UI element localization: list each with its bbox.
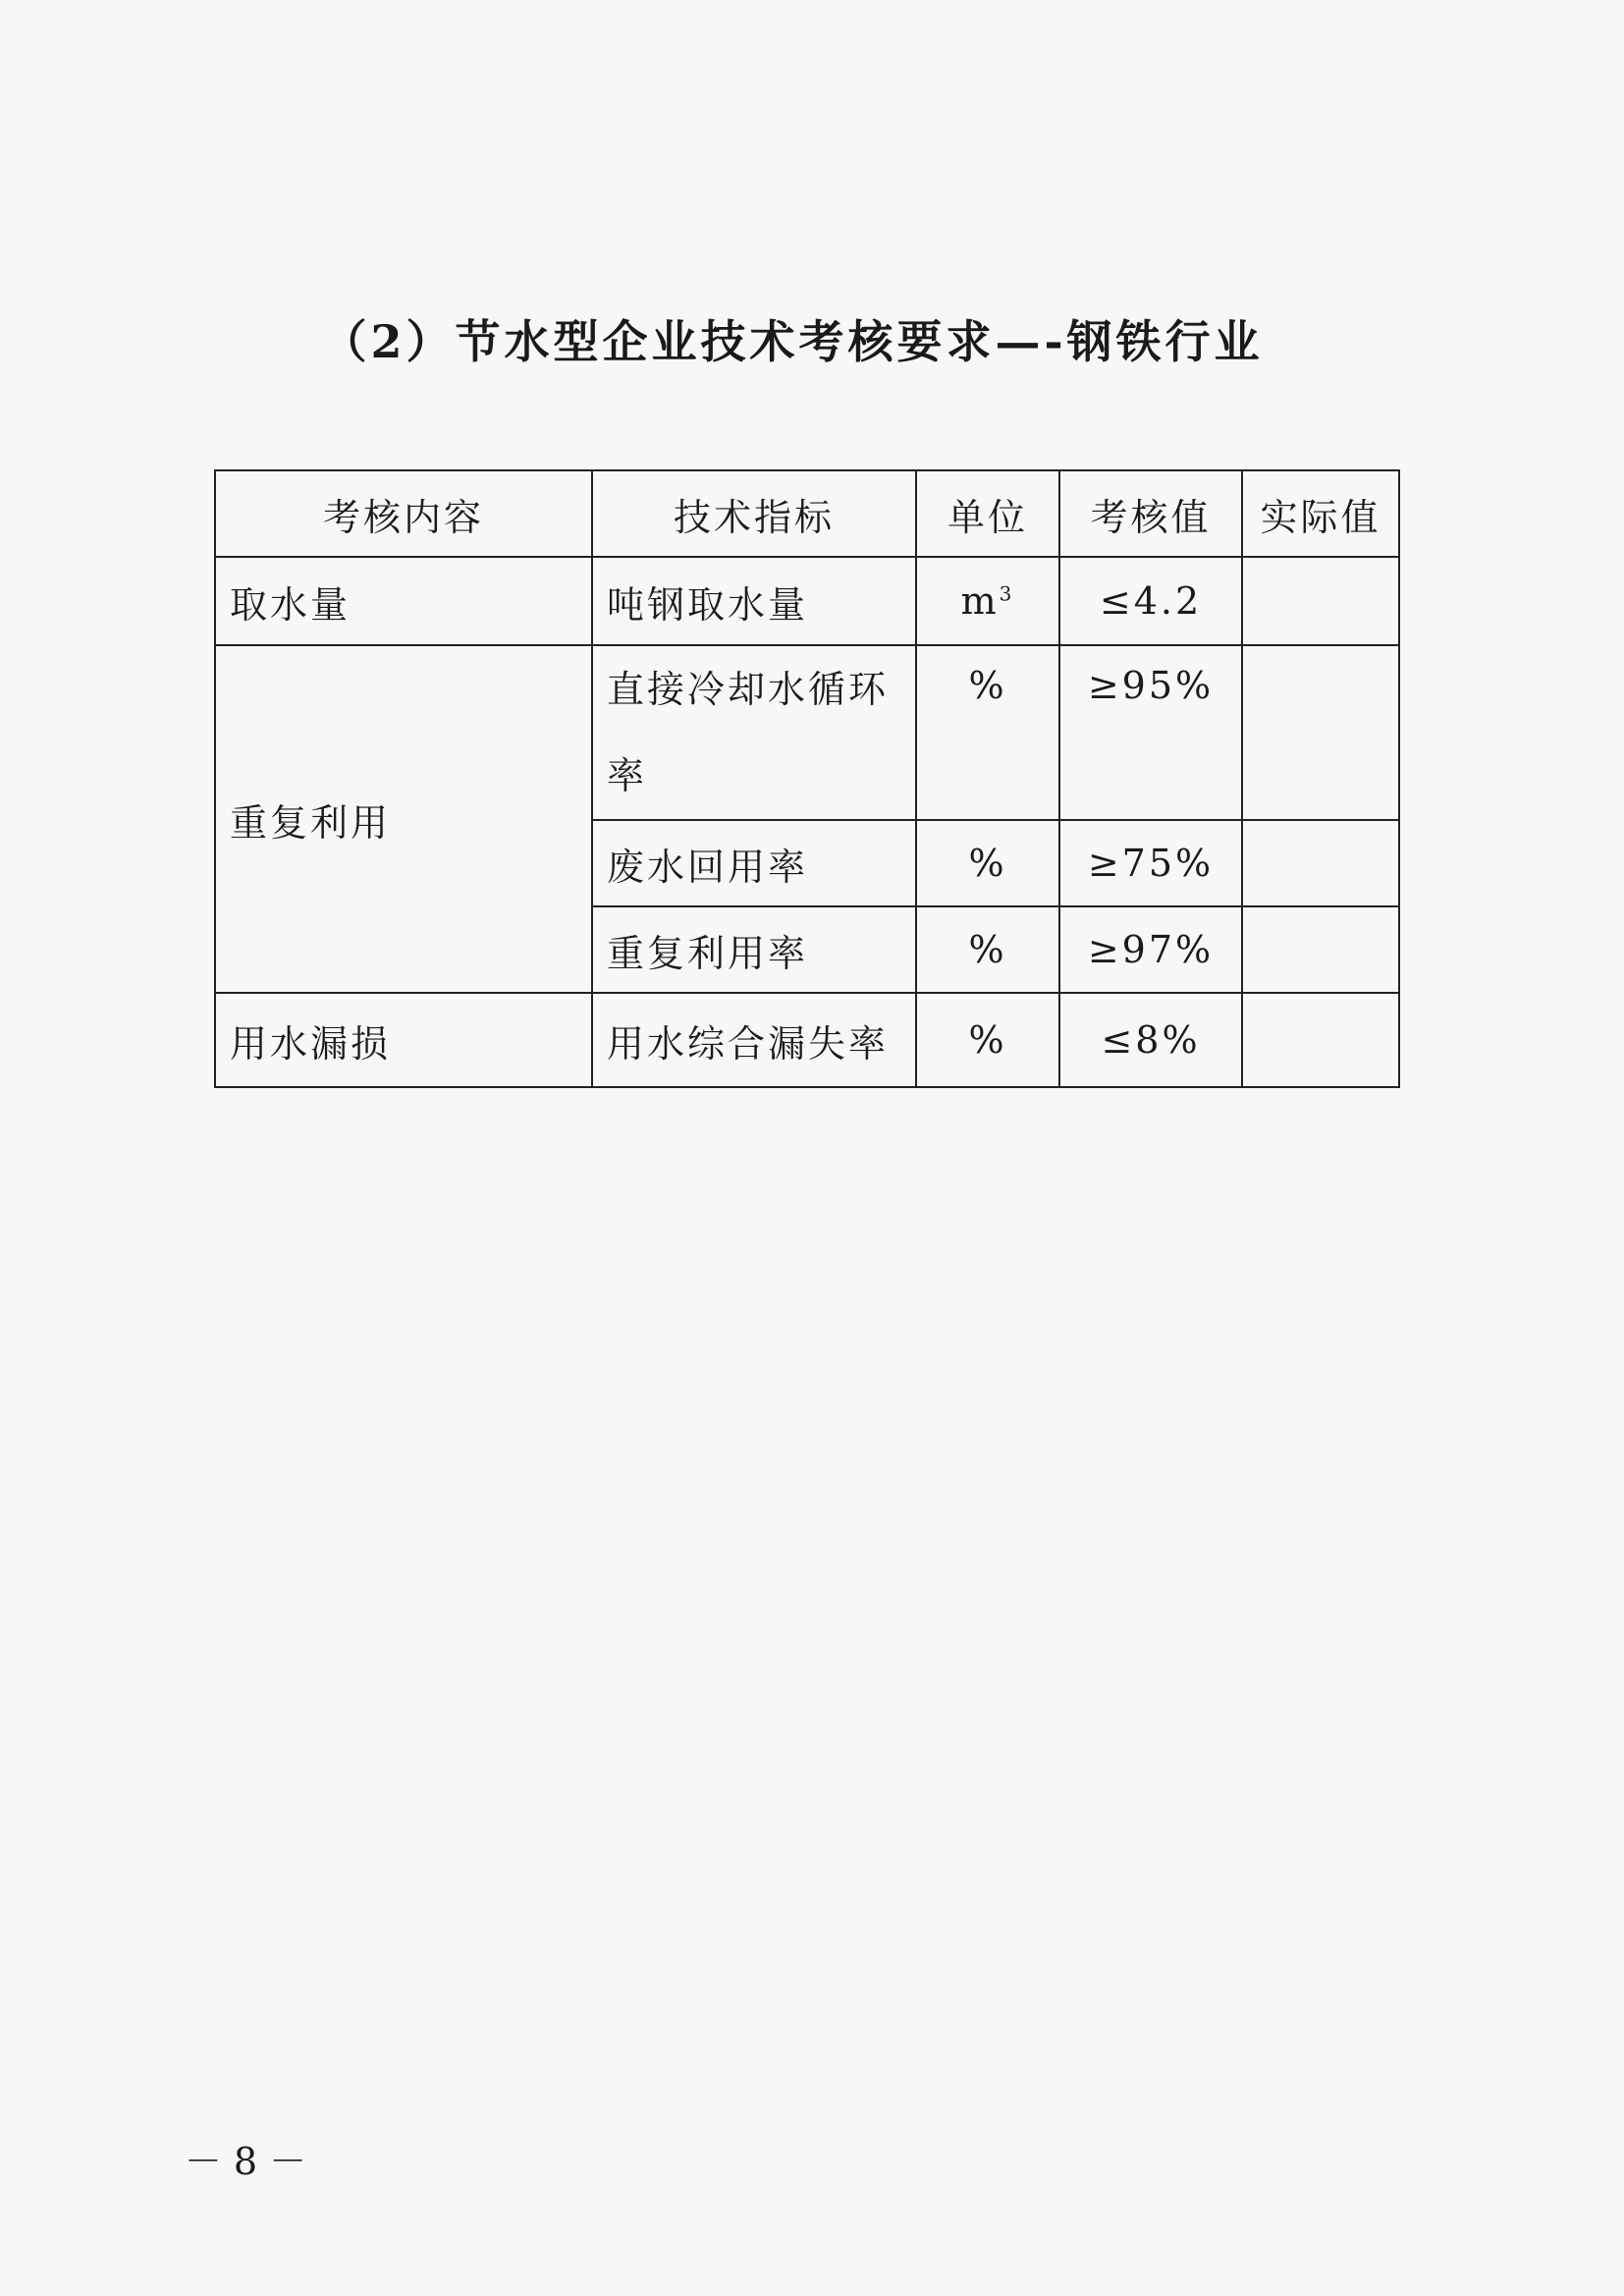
cell-indicator: 用水综合漏失率 bbox=[592, 993, 916, 1087]
cell-value: ≥97% bbox=[1059, 906, 1242, 993]
cell-actual bbox=[1242, 820, 1399, 906]
page-title-text: （2）节水型企业技术考核要求—-钢铁行业 bbox=[321, 315, 1264, 368]
table-row bbox=[215, 993, 1399, 1087]
cell-value: ≤8% bbox=[1059, 993, 1242, 1087]
cell-unit bbox=[916, 557, 1059, 645]
cell-value: ≥75% bbox=[1059, 820, 1242, 906]
cell-value: ≥95% bbox=[1059, 645, 1242, 820]
cell-content: 用水漏损 bbox=[215, 993, 592, 1087]
cell-indicator: 废水回用率 bbox=[592, 820, 916, 906]
header-cell-unit: 单位 bbox=[916, 470, 1059, 557]
cell-indicator: 重复利用率 bbox=[592, 906, 916, 993]
cell-indicator: 吨钢取水量 bbox=[592, 557, 916, 645]
cell-value: ≤4.2 bbox=[1059, 557, 1242, 645]
cell-actual bbox=[1242, 906, 1399, 993]
cell-content: 重复利用 bbox=[215, 645, 592, 993]
cell-unit: % bbox=[916, 820, 1059, 906]
cell-indicator: 直接冷却水循环率 bbox=[592, 645, 916, 820]
header-cell-content: 考核内容 bbox=[215, 470, 592, 557]
assessment-table bbox=[214, 469, 1400, 1088]
cell-unit: % bbox=[916, 993, 1059, 1087]
table-row bbox=[215, 645, 1399, 820]
cell-actual bbox=[1242, 993, 1399, 1087]
cell-actual bbox=[1242, 557, 1399, 645]
cell-unit: % bbox=[916, 645, 1059, 820]
unit-text: m bbox=[960, 579, 1000, 623]
unit-superscript: 3 bbox=[999, 581, 1015, 606]
header-cell-indicator: 技术指标 bbox=[592, 470, 916, 557]
table-header-row bbox=[215, 470, 1399, 557]
cell-unit: % bbox=[916, 906, 1059, 993]
cell-content: 取水量 bbox=[215, 557, 592, 645]
header-cell-actual: 实际值 bbox=[1242, 470, 1399, 557]
cell-actual bbox=[1242, 645, 1399, 820]
page-number: － 8 － bbox=[184, 2140, 307, 2183]
page-title bbox=[0, 306, 1624, 371]
table-row bbox=[215, 557, 1399, 645]
header-cell-value: 考核值 bbox=[1059, 470, 1242, 557]
